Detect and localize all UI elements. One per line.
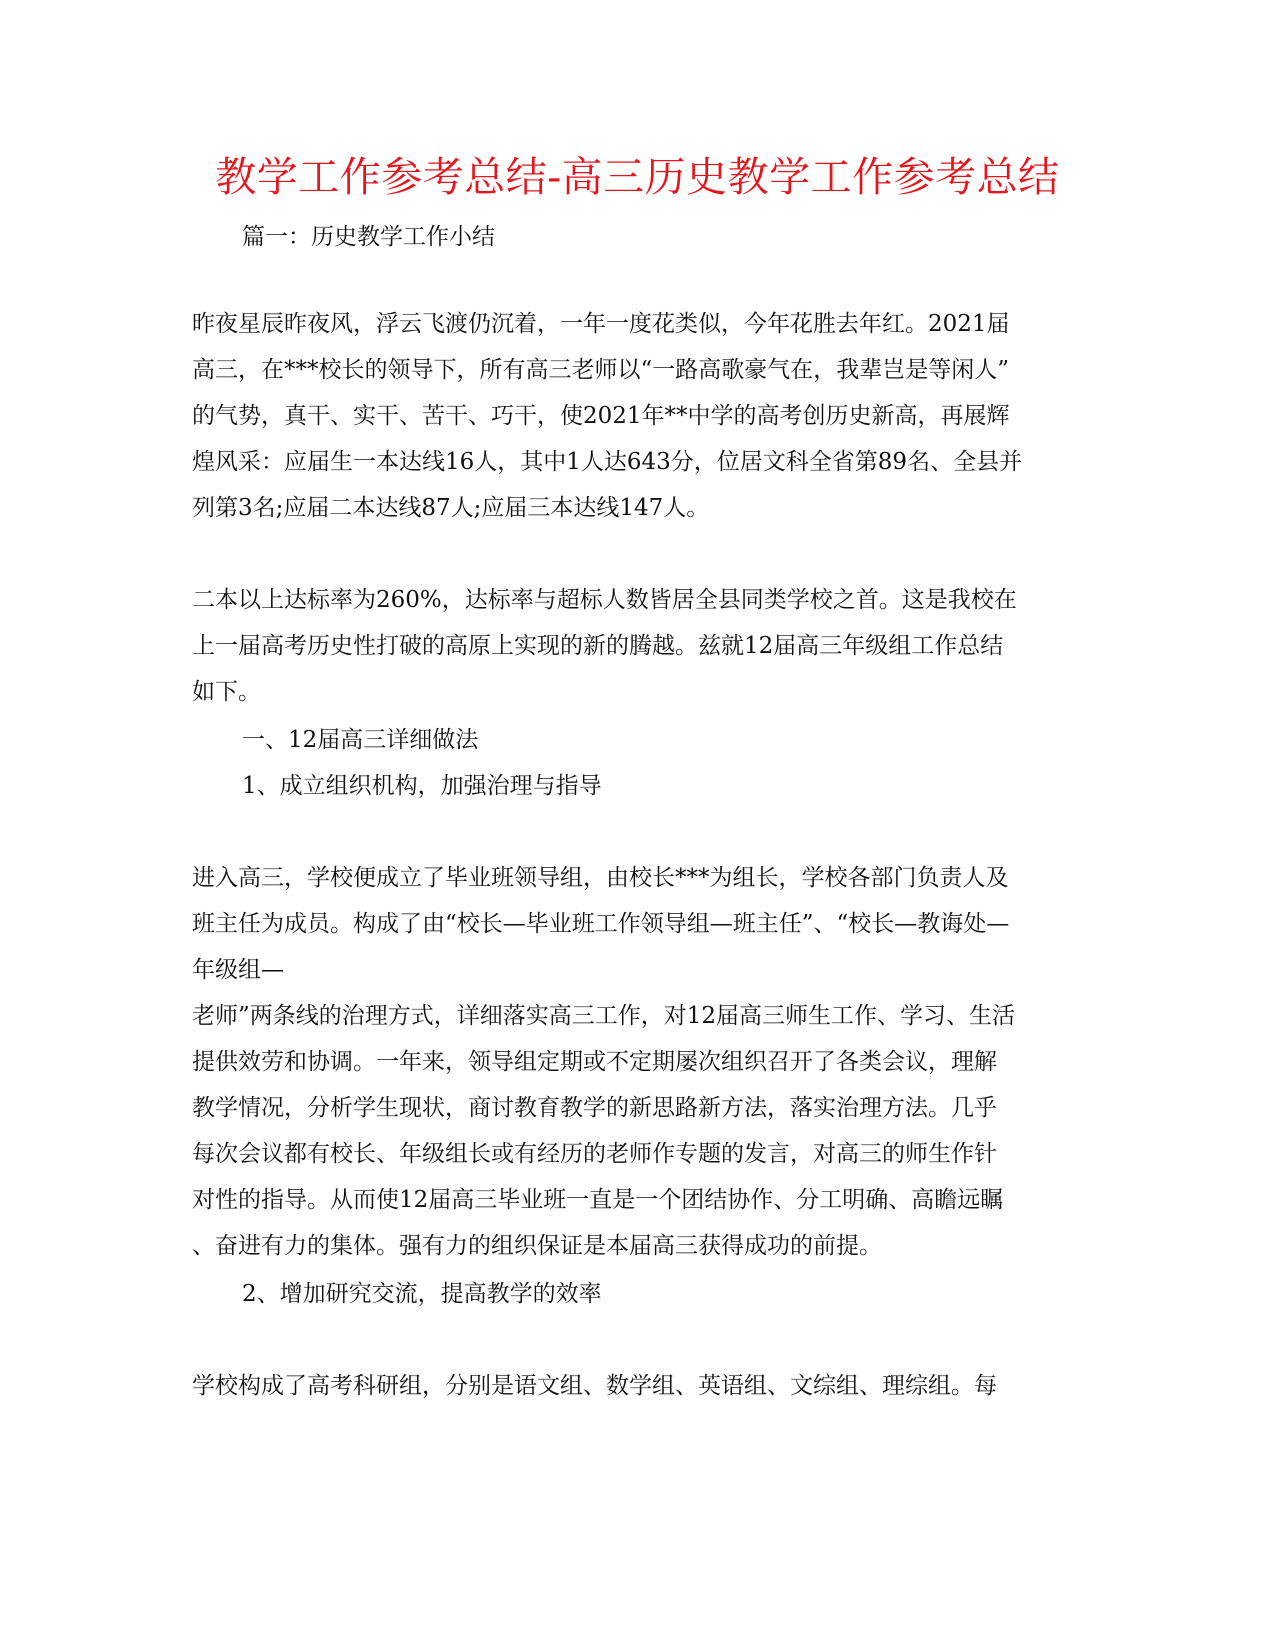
paragraph-3-line: 老师”两条线的治理方式，详细落实高三工作，对12届高三师生工作、学习、生活 bbox=[192, 1003, 1016, 1029]
paragraph-3-line: 对性的指导。从而使12届高三毕业班一直是一个团结协作、分工明确、高瞻远瞩 bbox=[192, 1187, 1004, 1213]
paragraph-1-line: 列第3名;应届二本达线87人;应届三本达线147人。 bbox=[192, 495, 710, 521]
paragraph-3-line: 每次会议都有校长、年级组长或有经历的老师作专题的发言，对高三的师生作针 bbox=[192, 1141, 997, 1167]
paragraph-3-line: 提供效劳和协调。一年来，领导组定期或不定期屡次组织召开了各类会议，理解 bbox=[192, 1049, 997, 1075]
paragraph-1-line: 昨夜星辰昨夜风，浮云飞渡仍沉着，一年一度花类似，今年花胜去年红。2021届 bbox=[192, 311, 1010, 337]
paragraph-1-line: 的气势，真干、实干、苦干、巧干，使2021年**中学的高考创历史新高，再展辉 bbox=[192, 403, 1010, 429]
paragraph-3-line: 教学情况，分析学生现状，商讨教育教学的新思路新方法，落实治理方法。几乎 bbox=[192, 1095, 997, 1121]
paragraph-1-line: 高三，在***校长的领导下，所有高三老师以“一路高歌豪气在，我辈岂是等闲人” bbox=[192, 357, 1010, 383]
paragraph-3-line: 、奋进有力的集体。强有力的组织保证是本届高三获得成功的前提。 bbox=[192, 1233, 882, 1259]
paragraph-3-line: 进入高三，学校便成立了毕业班领导组，由校长***为组长，学校各部门负责人及 bbox=[192, 865, 1009, 891]
paragraph-2-line: 如下。 bbox=[192, 679, 261, 705]
paragraph-3-line: 年级组— bbox=[192, 957, 284, 983]
document-title: 教学工作参考总结-高三历史教学工作参考总结 bbox=[215, 153, 1060, 201]
paragraph-2-line: 二本以上达标率为260%，达标率与超标人数皆居全县同类学校之首。这是我校在 bbox=[192, 587, 1017, 613]
section-heading: 一、12届高三详细做法 bbox=[242, 727, 479, 753]
paragraph-3-line: 班主任为成员。构成了由“校长—毕业班工作领导组—班主任”、“校长—教诲处— bbox=[192, 911, 1010, 937]
subsection-heading: 1、成立组织机构，加强治理与指导 bbox=[242, 773, 602, 799]
paragraph-1-line: 煌风采：应届生一本达线16人，其中1人达643分，位居文科全省第89名、全县并 bbox=[192, 449, 1023, 475]
paragraph-2-line: 上一届高考历史性打破的高原上实现的新的腾越。兹就12届高三年级组工作总结 bbox=[192, 633, 1004, 659]
document-subtitle: 篇一：历史教学工作小结 bbox=[242, 224, 495, 250]
subsection-heading: 2、增加研究交流，提高教学的效率 bbox=[242, 1281, 602, 1307]
paragraph-4-line: 学校构成了高考科研组，分别是语文组、数学组、英语组、文综组、理综组。每 bbox=[192, 1373, 997, 1399]
